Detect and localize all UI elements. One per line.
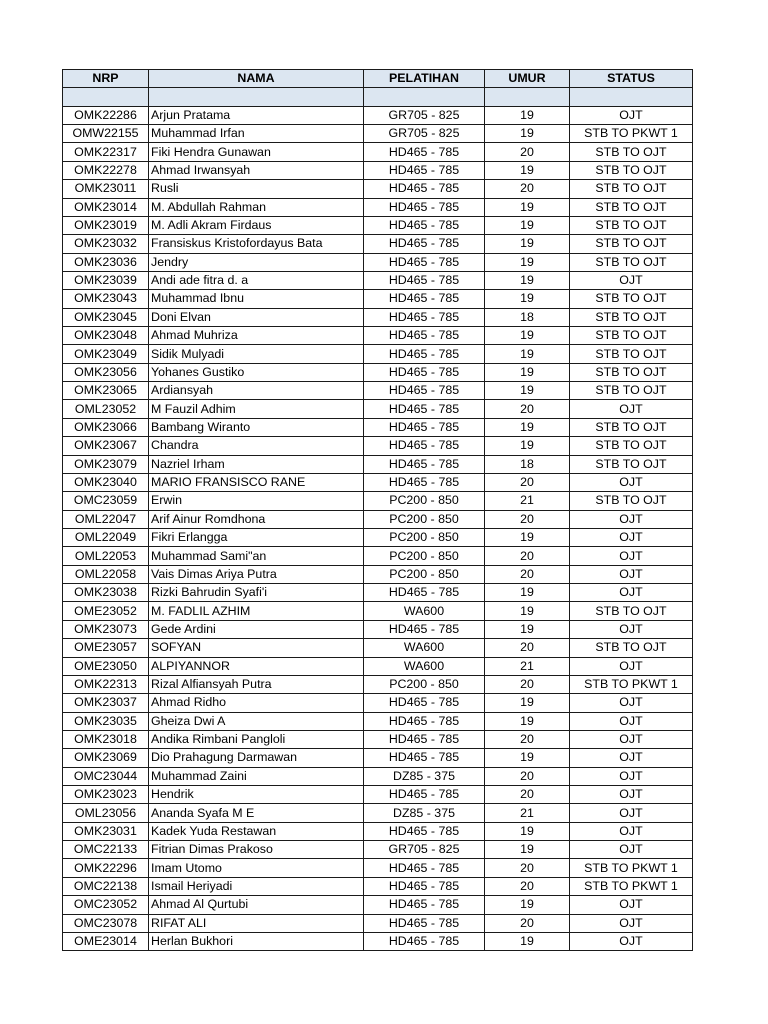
umur-cell: 20 [485,547,570,565]
umur-cell: 20 [485,639,570,657]
nrp-cell: OMK23023 [63,786,149,804]
table-row [63,932,693,950]
table-row [63,235,693,253]
status-cell: STB TO OJT [570,290,693,308]
nama-cell: Ahmad Muhriza [149,327,364,345]
status-cell: STB TO OJT [570,345,693,363]
status-cell: STB TO OJT [570,216,693,234]
nama-cell: Doni Elvan [149,308,364,326]
blank-row [63,88,693,106]
umur-cell: 19 [485,602,570,620]
status-cell: STB TO OJT [570,437,693,455]
umur-cell: 20 [485,510,570,528]
table-row [63,125,693,143]
nama-cell: Rusli [149,180,364,198]
nama-cell: Erwin [149,492,364,510]
nama-cell: SOFYAN [149,639,364,657]
status-cell: OJT [570,584,693,602]
pelatihan-cell: HD465 - 785 [364,161,485,179]
nrp-cell: OMK23035 [63,712,149,730]
table-row [63,143,693,161]
nrp-cell: OML23056 [63,804,149,822]
table-row [63,877,693,895]
nama-cell: Imam Utomo [149,859,364,877]
pelatihan-cell: DZ85 - 375 [364,804,485,822]
pelatihan-cell: PC200 - 850 [364,528,485,546]
status-cell: OJT [570,712,693,730]
pelatihan-cell: HD465 - 785 [364,437,485,455]
nrp-cell: OMK23043 [63,290,149,308]
status-cell: STB TO OJT [570,327,693,345]
table-body [63,106,693,951]
nrp-cell: OME23014 [63,932,149,950]
nama-cell: M. FADLIL AZHIM [149,602,364,620]
umur-cell: 19 [485,712,570,730]
nama-cell: ALPIYANNOR [149,657,364,675]
table-row [63,418,693,436]
nrp-cell: OML22049 [63,528,149,546]
status-cell: OJT [570,730,693,748]
table-row [63,492,693,510]
table-row [63,786,693,804]
umur-cell: 20 [485,143,570,161]
table-row [63,345,693,363]
pelatihan-cell: PC200 - 850 [364,492,485,510]
blank-cell [149,88,364,106]
pelatihan-cell: HD465 - 785 [364,730,485,748]
table-row [63,565,693,583]
umur-cell: 19 [485,437,570,455]
status-cell: STB TO PKWT 1 [570,877,693,895]
status-cell: STB TO OJT [570,455,693,473]
table-row [63,749,693,767]
umur-cell: 20 [485,786,570,804]
pelatihan-cell: PC200 - 850 [364,675,485,693]
table-row [63,180,693,198]
nama-cell: Vais Dimas Ariya Putra [149,565,364,583]
status-cell: OJT [570,510,693,528]
nama-cell: Fiki Hendra Gunawan [149,143,364,161]
table-row [63,290,693,308]
status-cell: OJT [570,400,693,418]
nama-cell: Chandra [149,437,364,455]
pelatihan-cell: WA600 [364,639,485,657]
table-row [63,510,693,528]
blank-cell [63,88,149,106]
pelatihan-cell: HD465 - 785 [364,143,485,161]
nrp-cell: OMK22278 [63,161,149,179]
pelatihan-cell: HD465 - 785 [364,345,485,363]
status-cell: OJT [570,749,693,767]
umur-cell: 21 [485,804,570,822]
nrp-cell: OML22053 [63,547,149,565]
pelatihan-cell: HD465 - 785 [364,584,485,602]
table-row [63,602,693,620]
umur-cell: 19 [485,216,570,234]
table-row [63,253,693,271]
nama-cell: Hendrik [149,786,364,804]
pelatihan-cell: HD465 - 785 [364,271,485,289]
status-cell: OJT [570,271,693,289]
nrp-cell: OMK22296 [63,859,149,877]
header-nrp: NRP [63,70,149,88]
umur-cell: 19 [485,271,570,289]
header-nama: NAMA [149,70,364,88]
blank-cell [485,88,570,106]
nrp-cell: OMK23048 [63,327,149,345]
nama-cell: M. Adli Akram Firdaus [149,216,364,234]
status-cell: STB TO OJT [570,639,693,657]
pelatihan-cell: HD465 - 785 [364,253,485,271]
nrp-cell: OMW22155 [63,125,149,143]
pelatihan-cell: HD465 - 785 [364,216,485,234]
blank-cell [570,88,693,106]
blank-cell [364,88,485,106]
nrp-cell: OML22058 [63,565,149,583]
table-row [63,473,693,491]
umur-cell: 19 [485,198,570,216]
pelatihan-cell: HD465 - 785 [364,418,485,436]
nrp-cell: OMK23067 [63,437,149,455]
umur-cell: 20 [485,473,570,491]
status-cell: STB TO OJT [570,382,693,400]
table-row [63,584,693,602]
table-row [63,161,693,179]
status-cell: OJT [570,473,693,491]
table-row [63,363,693,381]
status-cell: STB TO OJT [570,161,693,179]
status-cell: OJT [570,620,693,638]
pelatihan-cell: HD465 - 785 [364,932,485,950]
pelatihan-cell: HD465 - 785 [364,694,485,712]
nama-cell: Muhammad Irfan [149,125,364,143]
pelatihan-cell: HD465 - 785 [364,786,485,804]
nama-cell: Muhammad Ibnu [149,290,364,308]
nrp-cell: OMK23036 [63,253,149,271]
umur-cell: 20 [485,400,570,418]
pelatihan-cell: HD465 - 785 [364,382,485,400]
umur-cell: 19 [485,749,570,767]
pelatihan-cell: PC200 - 850 [364,547,485,565]
nama-cell: Ardiansyah [149,382,364,400]
umur-cell: 19 [485,253,570,271]
nama-cell: Ananda Syafa M E [149,804,364,822]
table-row [63,730,693,748]
status-cell: OJT [570,786,693,804]
pelatihan-cell: GR705 - 825 [364,106,485,124]
nama-cell: Rizki Bahrudin Syafi'i [149,584,364,602]
umur-cell: 19 [485,327,570,345]
nrp-cell: OME23057 [63,639,149,657]
nrp-cell: OMK23056 [63,363,149,381]
pelatihan-cell: HD465 - 785 [364,473,485,491]
table-row [63,216,693,234]
nama-cell: Bambang Wiranto [149,418,364,436]
pelatihan-cell: WA600 [364,657,485,675]
umur-cell: 20 [485,914,570,932]
nrp-cell: OMK23014 [63,198,149,216]
nama-cell: Ahmad Al Qurtubi [149,896,364,914]
nama-cell: Fransiskus Kristofordayus Bata [149,235,364,253]
nama-cell: Fitrian Dimas Prakoso [149,841,364,859]
nrp-cell: OMK23032 [63,235,149,253]
pelatihan-cell: HD465 - 785 [364,896,485,914]
umur-cell: 21 [485,492,570,510]
nama-cell: MARIO FRANSISCO RANE [149,473,364,491]
umur-cell: 19 [485,363,570,381]
nrp-cell: OML23052 [63,400,149,418]
umur-cell: 20 [485,675,570,693]
header-status: STATUS [570,70,693,88]
status-cell: STB TO OJT [570,143,693,161]
nama-cell: Arif Ainur Romdhona [149,510,364,528]
nama-cell: Arjun Pratama [149,106,364,124]
pelatihan-cell: WA600 [364,602,485,620]
pelatihan-cell: HD465 - 785 [364,859,485,877]
pelatihan-cell: HD465 - 785 [364,363,485,381]
status-cell: STB TO PKWT 1 [570,675,693,693]
nama-cell: Ahmad Irwansyah [149,161,364,179]
status-cell: STB TO OJT [570,180,693,198]
nrp-cell: OMK23039 [63,271,149,289]
table-row [63,841,693,859]
umur-cell: 19 [485,694,570,712]
status-cell: STB TO OJT [570,253,693,271]
table-row [63,620,693,638]
nama-cell: Nazriel Irham [149,455,364,473]
pelatihan-cell: GR705 - 825 [364,841,485,859]
status-cell: OJT [570,841,693,859]
nrp-cell: OMC22138 [63,877,149,895]
status-cell: STB TO OJT [570,418,693,436]
nama-cell: Jendry [149,253,364,271]
status-cell: STB TO OJT [570,198,693,216]
nrp-cell: OMK23069 [63,749,149,767]
umur-cell: 20 [485,767,570,785]
umur-cell: 19 [485,932,570,950]
nrp-cell: OMK23065 [63,382,149,400]
nama-cell: Fikri Erlangga [149,528,364,546]
nama-cell: Rizal Alfiansyah Putra [149,675,364,693]
nama-cell: Gheiza Dwi A [149,712,364,730]
nama-cell: M. Abdullah Rahman [149,198,364,216]
pelatihan-cell: HD465 - 785 [364,400,485,418]
table-row [63,271,693,289]
nrp-cell: OMK22313 [63,675,149,693]
header-umur: UMUR [485,70,570,88]
status-cell: STB TO OJT [570,492,693,510]
umur-cell: 19 [485,290,570,308]
nama-cell: Yohanes Gustiko [149,363,364,381]
status-cell: STB TO OJT [570,602,693,620]
nama-cell: Muhammad Zaini [149,767,364,785]
status-cell: STB TO OJT [570,235,693,253]
trainee-table [62,69,693,951]
nrp-cell: OMK23049 [63,345,149,363]
table-row [63,639,693,657]
umur-cell: 19 [485,584,570,602]
table-row [63,657,693,675]
table-row [63,804,693,822]
nrp-cell: OME23052 [63,602,149,620]
nrp-cell: OMK23079 [63,455,149,473]
table-row [63,675,693,693]
status-cell: OJT [570,914,693,932]
status-cell: OJT [570,547,693,565]
status-cell: OJT [570,804,693,822]
umur-cell: 19 [485,528,570,546]
pelatihan-cell: HD465 - 785 [364,877,485,895]
umur-cell: 20 [485,730,570,748]
nrp-cell: OMK23037 [63,694,149,712]
table-row [63,528,693,546]
table-row [63,694,693,712]
umur-cell: 19 [485,161,570,179]
status-cell: STB TO PKWT 1 [570,859,693,877]
umur-cell: 19 [485,841,570,859]
status-cell: OJT [570,822,693,840]
pelatihan-cell: PC200 - 850 [364,565,485,583]
nrp-cell: OMK23031 [63,822,149,840]
nama-cell: Herlan Bukhori [149,932,364,950]
nama-cell: Ismail Heriyadi [149,877,364,895]
table-row [63,896,693,914]
status-cell: STB TO OJT [570,363,693,381]
table-row [63,455,693,473]
nrp-cell: OML22047 [63,510,149,528]
nrp-cell: OMK23018 [63,730,149,748]
nrp-cell: OMC22133 [63,841,149,859]
pelatihan-cell: HD465 - 785 [364,822,485,840]
nama-cell: Kadek Yuda Restawan [149,822,364,840]
header-row [63,70,693,88]
table-row [63,382,693,400]
nrp-cell: OMK23066 [63,418,149,436]
nama-cell: Dio Prahagung Darmawan [149,749,364,767]
nrp-cell: OMK23038 [63,584,149,602]
umur-cell: 19 [485,896,570,914]
table-row [63,859,693,877]
pelatihan-cell: HD465 - 785 [364,198,485,216]
nrp-cell: OMK23019 [63,216,149,234]
umur-cell: 18 [485,308,570,326]
table-row [63,712,693,730]
nama-cell: Gede Ardini [149,620,364,638]
umur-cell: 19 [485,822,570,840]
status-cell: OJT [570,565,693,583]
status-cell: OJT [570,106,693,124]
nama-cell: Andika Rimbani Pangloli [149,730,364,748]
pelatihan-cell: HD465 - 785 [364,455,485,473]
nrp-cell: OMK23011 [63,180,149,198]
table-row [63,106,693,124]
umur-cell: 21 [485,657,570,675]
nama-cell: RIFAT ALI [149,914,364,932]
table-row [63,400,693,418]
pelatihan-cell: HD465 - 785 [364,712,485,730]
pelatihan-cell: HD465 - 785 [364,290,485,308]
umur-cell: 19 [485,235,570,253]
pelatihan-cell: GR705 - 825 [364,125,485,143]
nama-cell: Andi ade fitra d. a [149,271,364,289]
nama-cell: Sidik Mulyadi [149,345,364,363]
umur-cell: 19 [485,345,570,363]
pelatihan-cell: PC200 - 850 [364,510,485,528]
nrp-cell: OMK23045 [63,308,149,326]
status-cell: STB TO PKWT 1 [570,125,693,143]
pelatihan-cell: HD465 - 785 [364,235,485,253]
nama-cell: Ahmad Ridho [149,694,364,712]
nrp-cell: OMC23052 [63,896,149,914]
pelatihan-cell: HD465 - 785 [364,749,485,767]
nrp-cell: OMC23078 [63,914,149,932]
pelatihan-cell: HD465 - 785 [364,914,485,932]
table-row [63,437,693,455]
table-row [63,327,693,345]
status-cell: OJT [570,767,693,785]
umur-cell: 20 [485,565,570,583]
pelatihan-cell: DZ85 - 375 [364,767,485,785]
status-cell: OJT [570,896,693,914]
pelatihan-cell: HD465 - 785 [364,180,485,198]
nrp-cell: OMK22317 [63,143,149,161]
status-cell: OJT [570,694,693,712]
nrp-cell: OMK23073 [63,620,149,638]
umur-cell: 19 [485,125,570,143]
status-cell: OJT [570,528,693,546]
status-cell: OJT [570,932,693,950]
nrp-cell: OME23050 [63,657,149,675]
umur-cell: 19 [485,382,570,400]
table-row [63,822,693,840]
umur-cell: 20 [485,859,570,877]
header-pelatihan: PELATIHAN [364,70,485,88]
table-row [63,198,693,216]
umur-cell: 19 [485,620,570,638]
pelatihan-cell: HD465 - 785 [364,620,485,638]
nama-cell: M Fauzil Adhim [149,400,364,418]
umur-cell: 20 [485,180,570,198]
umur-cell: 19 [485,106,570,124]
nama-cell: Muhammad Sami"an [149,547,364,565]
nrp-cell: OMC23044 [63,767,149,785]
umur-cell: 18 [485,455,570,473]
table-row [63,767,693,785]
status-cell: STB TO OJT [570,308,693,326]
umur-cell: 20 [485,877,570,895]
pelatihan-cell: HD465 - 785 [364,308,485,326]
table-row [63,914,693,932]
pelatihan-cell: HD465 - 785 [364,327,485,345]
nrp-cell: OMC23059 [63,492,149,510]
nrp-cell: OMK23040 [63,473,149,491]
table-row [63,308,693,326]
table-row [63,547,693,565]
umur-cell: 19 [485,418,570,436]
nrp-cell: OMK22286 [63,106,149,124]
status-cell: OJT [570,657,693,675]
